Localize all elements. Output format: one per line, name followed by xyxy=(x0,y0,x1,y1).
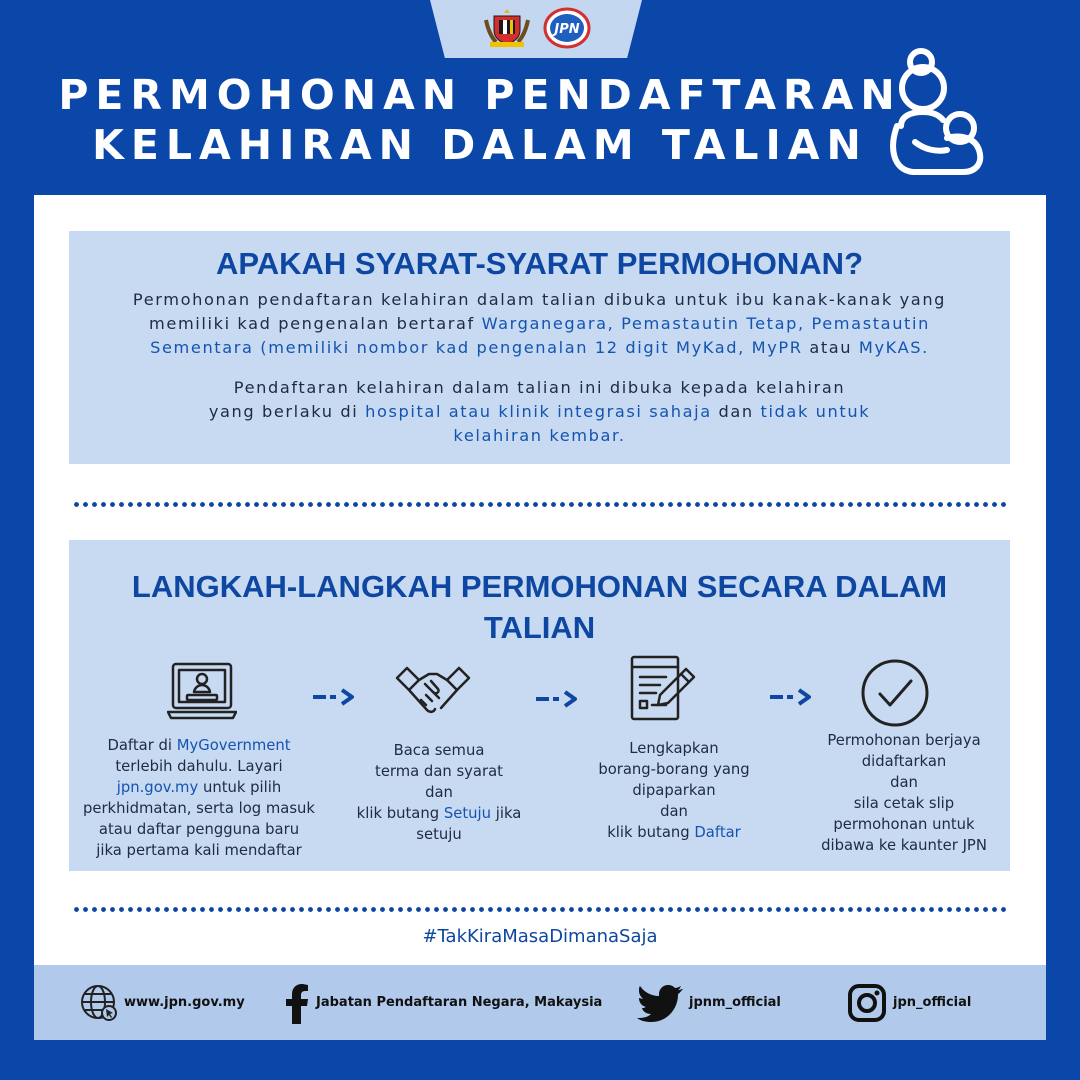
dotted-divider xyxy=(72,907,1006,912)
step-text: jika pertama kali mendaftar xyxy=(96,842,302,859)
step-text: dan xyxy=(890,774,918,791)
step-text: terma dan syarat xyxy=(375,763,503,780)
step-text: atau daftar pengguna baru xyxy=(98,821,300,838)
step-text: didaftarkan xyxy=(861,753,947,770)
req-highlight: Warganegara, Pemastautin Tetap, Pemastautin xyxy=(481,314,930,333)
footer-twitter[interactable] xyxy=(637,965,781,1040)
step-text: Lengkapkan xyxy=(629,740,719,757)
step-text: dan xyxy=(660,803,688,820)
dotted-divider xyxy=(72,502,1006,507)
setuju-highlight: Setuju xyxy=(443,805,492,822)
req-text: memiliki kad pengenalan bertaraf xyxy=(149,314,482,333)
footer-website[interactable] xyxy=(80,965,245,1040)
steps-heading-line1: LANGKAH-LANGKAH PERMOHONAN SECARA DALAM xyxy=(131,569,948,604)
requirements-panel xyxy=(69,231,1010,464)
mother-baby-icon xyxy=(885,38,989,180)
req-text: Permohonan pendaftaran kelahiran dalam talian dibuka untuk ibu kanak-kanak yang xyxy=(132,290,947,309)
twitter-icon xyxy=(637,984,683,1022)
steps-heading-line2: TALIAN xyxy=(483,610,596,645)
page-title-line2: KELAHIRAN DALAM TALIAN xyxy=(92,121,868,169)
step-text: permohonan untuk xyxy=(833,816,975,833)
footer-bar xyxy=(34,965,1046,1040)
step-4-text xyxy=(794,730,1014,856)
logo-tab xyxy=(430,0,642,58)
instagram-text: jpn_official xyxy=(893,995,972,1010)
step-text: dan xyxy=(425,784,453,801)
page-title-line1: PERMOHONAN PENDAFTARAN xyxy=(58,71,902,119)
requirements-heading: APAKAH SYARAT-SYARAT PERMOHONAN? xyxy=(215,246,864,281)
steps-panel xyxy=(69,540,1010,871)
step-text: terlebih dahulu. Layari xyxy=(115,758,283,775)
req-highlight: Sementara (memiliki nombor kad pengenalan 12 digit MyKad, MyPR xyxy=(150,338,803,357)
footer-instagram[interactable] xyxy=(847,965,971,1040)
form-pen-icon xyxy=(626,653,698,723)
req-highlight: MyKAS. xyxy=(858,338,929,357)
steps-heading xyxy=(69,566,1010,648)
step-text: sila cetak slip xyxy=(853,795,955,812)
facebook-text: Jabatan Pendaftaran Negara, Makaysia xyxy=(316,995,603,1010)
requirements-paragraph-2 xyxy=(69,376,1010,448)
step-text: borang-borang yang xyxy=(598,761,750,778)
jpn-website-link[interactable]: jpn.gov.my xyxy=(116,779,199,796)
instagram-icon xyxy=(847,983,887,1023)
coat-of-arms-logo xyxy=(482,6,532,50)
step-text: klik butang xyxy=(356,805,444,822)
step-text: jika xyxy=(491,805,522,822)
hashtag: #TakKiraMasaDimanaSaja xyxy=(422,926,658,947)
step-text: klik butang xyxy=(607,824,695,841)
main-card xyxy=(34,195,1046,1040)
website-text: www.jpn.gov.my xyxy=(124,995,245,1010)
footer-facebook[interactable] xyxy=(284,965,602,1040)
step-text: dibawa ke kaunter JPN xyxy=(821,837,987,854)
req-text: atau xyxy=(802,338,859,357)
laptop-user-icon xyxy=(167,660,237,722)
req-text: dan xyxy=(711,402,761,421)
handshake-icon xyxy=(395,660,471,722)
globe-icon xyxy=(80,984,118,1022)
req-highlight: tidak untuk xyxy=(760,402,871,421)
req-text: Pendaftaran kelahiran dalam talian ini dibuka kepada kelahiran xyxy=(233,378,846,397)
check-circle-icon xyxy=(860,658,930,728)
step-1-text xyxy=(64,735,334,861)
twitter-text: jpnm_official xyxy=(689,995,781,1010)
req-highlight: kelahiran kembar. xyxy=(453,426,626,445)
step-text: Permohonan berjaya xyxy=(827,732,981,749)
jpn-logo-text: JPN xyxy=(554,22,580,37)
jpn-logo xyxy=(542,6,592,50)
facebook-icon xyxy=(284,982,310,1024)
step-text: untuk pilih xyxy=(198,779,282,796)
step-text: setuju xyxy=(416,826,462,843)
step-text: Daftar di xyxy=(107,737,177,754)
step-2-text xyxy=(334,740,544,845)
daftar-highlight: Daftar xyxy=(694,824,741,841)
req-highlight: hospital atau klinik integrasi sahaja xyxy=(365,402,712,421)
arrow-right-icon xyxy=(312,688,360,706)
step-text: Baca semua xyxy=(393,742,485,759)
mygovernment-link[interactable]: MyGovernment xyxy=(176,737,291,754)
step-3-text xyxy=(569,738,779,843)
arrow-right-icon xyxy=(535,690,583,708)
step-text: perkhidmatan, serta log masuk xyxy=(82,800,316,817)
arrow-right-icon xyxy=(769,688,817,706)
step-text: dipaparkan xyxy=(632,782,716,799)
req-text: yang berlaku di xyxy=(208,402,366,421)
requirements-paragraph-1 xyxy=(69,288,1010,360)
